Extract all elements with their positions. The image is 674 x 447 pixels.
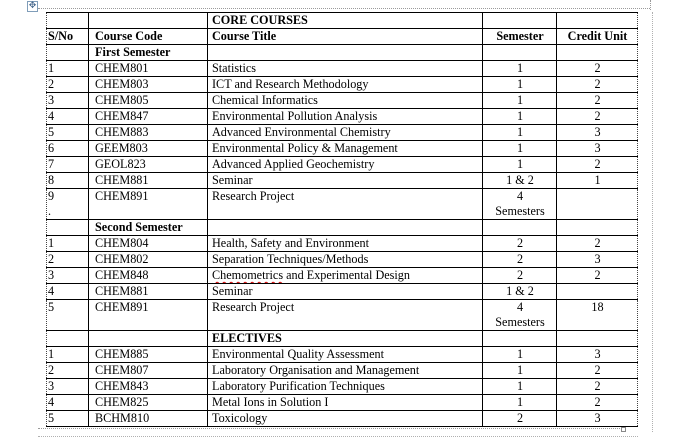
table-row: 3 CHEM848 Chemometrics and Experimental Design 2 2 — [47, 268, 638, 284]
core-courses-heading: CORE COURSES — [208, 13, 483, 29]
table-row: 5 CHEM883 Advanced Environmental Chemistry 1 3 — [47, 125, 638, 141]
table-row: 9 . CHEM891 Research Project 4 Semesters — [47, 189, 638, 220]
text-boundary-bottom — [38, 436, 638, 437]
table-resize-handle[interactable] — [621, 427, 626, 432]
electives-heading: ELECTIVES — [208, 331, 483, 347]
second-semester-label: Second Semester — [89, 220, 208, 236]
course-table[interactable] — [46, 12, 638, 427]
text-boundary-right — [652, 12, 653, 432]
table-row: 4 CHEM881 Seminar 1 & 2 — [47, 284, 638, 300]
table-row: 6 GEEM803 Environmental Policy & Management 1 3 — [47, 141, 638, 157]
table-row: 2 CHEM802 Separation Techniques/Methods 2 3 — [47, 252, 638, 268]
table-row: 1 CHEM885 Environmental Quality Assessment 1 3 — [47, 347, 638, 363]
table-row: 1 CHEM804 Health, Safety and Environment 2 2 — [47, 236, 638, 252]
first-semester-label: First Semester — [89, 45, 208, 61]
table-row: 1 CHEM801 Statistics 1 2 — [47, 61, 638, 77]
page-margin-guide-right — [650, 0, 651, 10]
table-row: 3 CHEM843 Laboratory Purification Techniques 1 2 — [47, 379, 638, 395]
table-row: 2 CHEM803 ICT and Research Methodology 1 2 — [47, 77, 638, 93]
header-credit-unit: Credit Unit — [557, 29, 638, 45]
header-sno: S/No — [47, 29, 89, 45]
table-row: 7 GEOL823 Advanced Applied Geochemistry 1 2 — [47, 157, 638, 173]
page-margin-guide-top — [38, 0, 650, 9]
table-row — [47, 220, 638, 236]
table-row: 2 CHEM807 Laboratory Organisation and Management 1 2 — [47, 363, 638, 379]
table-row: 4 CHEM847 Environmental Pollution Analysis 1 2 — [47, 109, 638, 125]
table-row: 8 CHEM881 Seminar 1 & 2 1 — [47, 173, 638, 189]
spelling-flagged-word[interactable]: Chemometrics — [212, 268, 284, 282]
header-course-title: Course Title — [208, 29, 483, 45]
move-handle-icon[interactable]: ✥ — [28, 1, 37, 11]
table-row — [47, 331, 638, 347]
header-semester: Semester — [483, 29, 557, 45]
table-row: 3 CHEM805 Chemical Informatics 1 2 — [47, 93, 638, 109]
table-row: 5 BCHM810 Toxicology 2 3 — [47, 411, 638, 427]
table-row: 4 CHEM825 Metal Ions in Solution I 1 2 — [47, 395, 638, 411]
table-row: 5 CHEM891 Research Project 4 Semesters 18 — [47, 300, 638, 331]
page-margin-guide-bottom — [38, 428, 620, 429]
table-row — [47, 45, 638, 61]
table-header-row — [47, 29, 638, 45]
header-course-code: Course Code — [89, 29, 208, 45]
table-row — [47, 13, 638, 29]
